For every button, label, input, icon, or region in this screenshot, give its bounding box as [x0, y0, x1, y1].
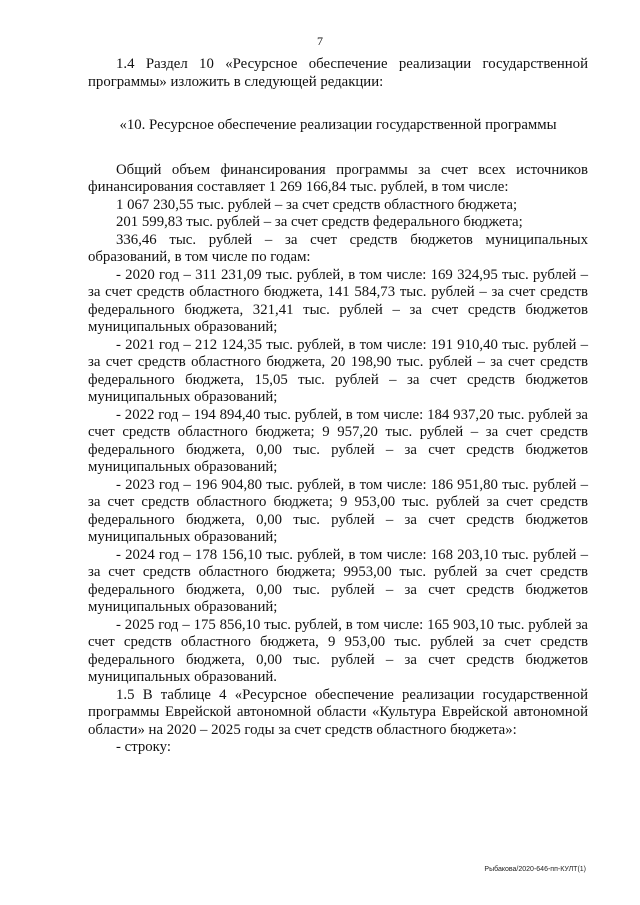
section-10-heading: «10. Ресурсное обеспечение реализации государственной программы [119, 117, 557, 133]
document-footer-code: Рыбакова/2020-646-пп-КУЛТ(1) [484, 866, 586, 873]
paragraph-year-2022: - 2022 год – 194 894,40 тыс. рублей, в том числе: 184 937,20 тыс. рублей за счет средств областного бюджета; 9 957,20 тыс. рублей – за счет средств федерального бюджета, 0,00 тыс. рублей – за счет средств бюджетов муниципальных образований; [88, 406, 588, 475]
paragraph-section-1-5: 1.5 В таблице 4 «Ресурсное обеспечение реализации государственной программы Еврейской автономной области «Культура Еврейской автономной области» на 2020 – 2025 годы за счет средств областного бюджета»: [88, 686, 588, 738]
paragraph-year-2023: - 2023 год – 196 904,80 тыс. рублей, в том числе: 186 951,80 тыс. рублей – за счет средств областного бюджета; 9 953,00 тыс. рублей за счет средств федерального бюджета, 0,00 тыс. рублей – за счет средств бюджетов муниципальных образований; [88, 476, 588, 545]
paragraph-year-2024: - 2024 год – 178 156,10 тыс. рублей, в том числе: 168 203,10 тыс. рублей – за счет средств областного бюджета; 9953,00 тыс. рублей за счет средств федерального бюджета, 0,00 тыс. рублей – за счет средств бюджетов муниципальных образований; [88, 546, 588, 615]
paragraph-year-2020: - 2020 год – 311 231,09 тыс. рублей, в том числе: 169 324,95 тыс. рублей – за счет средств областного бюджета, 141 584,73 тыс. рублей – за счет средств федерального бюджета, 321,41 тыс. рублей – за счет средств бюджетов муниципальных образований; [88, 266, 588, 335]
paragraph-year-2025: - 2025 год – 175 856,10 тыс. рублей, в том числе: 165 903,10 тыс. рублей за счет средств областного бюджета, 9 953,00 тыс. рублей за счет средств федерального бюджета, 0,00 тыс. рублей – за счет средств бюджетов муниципальных образований. [88, 616, 588, 685]
paragraph-section-1-4: 1.4 Раздел 10 «Ресурсное обеспечение реализации государственной программы» изложить в следующей редакции: [88, 56, 588, 90]
paragraph-year-2021: - 2021 год – 212 124,35 тыс. рублей, в том числе: 191 910,40 тыс. рублей – за счет средств областного бюджета, 20 198,90 тыс. рублей – за счет средств федерального бюджета, 15,05 тыс. рублей – за счет средств бюджетов муниципальных образований; [88, 336, 588, 405]
paragraph-total-funding: Общий объем финансирования программы за счет всех источников финансирования составляет 1 269 166,84 тыс. рублей, в том числе: [88, 161, 588, 195]
document-body [88, 56, 588, 757]
paragraph-federal-budget: 201 599,83 тыс. рублей – за счет средств федерального бюджета; [116, 214, 523, 230]
page-number: 7 [317, 34, 323, 48]
paragraph-regional-budget: 1 067 230,55 тыс. рублей – за счет средств областного бюджета; [116, 196, 518, 213]
paragraph-municipal-budget: 336,46 тыс. рублей – за счет средств бюджетов муниципальных образований, в том числе по годам: [88, 231, 588, 265]
paragraph-row-label: - строку: [116, 739, 171, 755]
